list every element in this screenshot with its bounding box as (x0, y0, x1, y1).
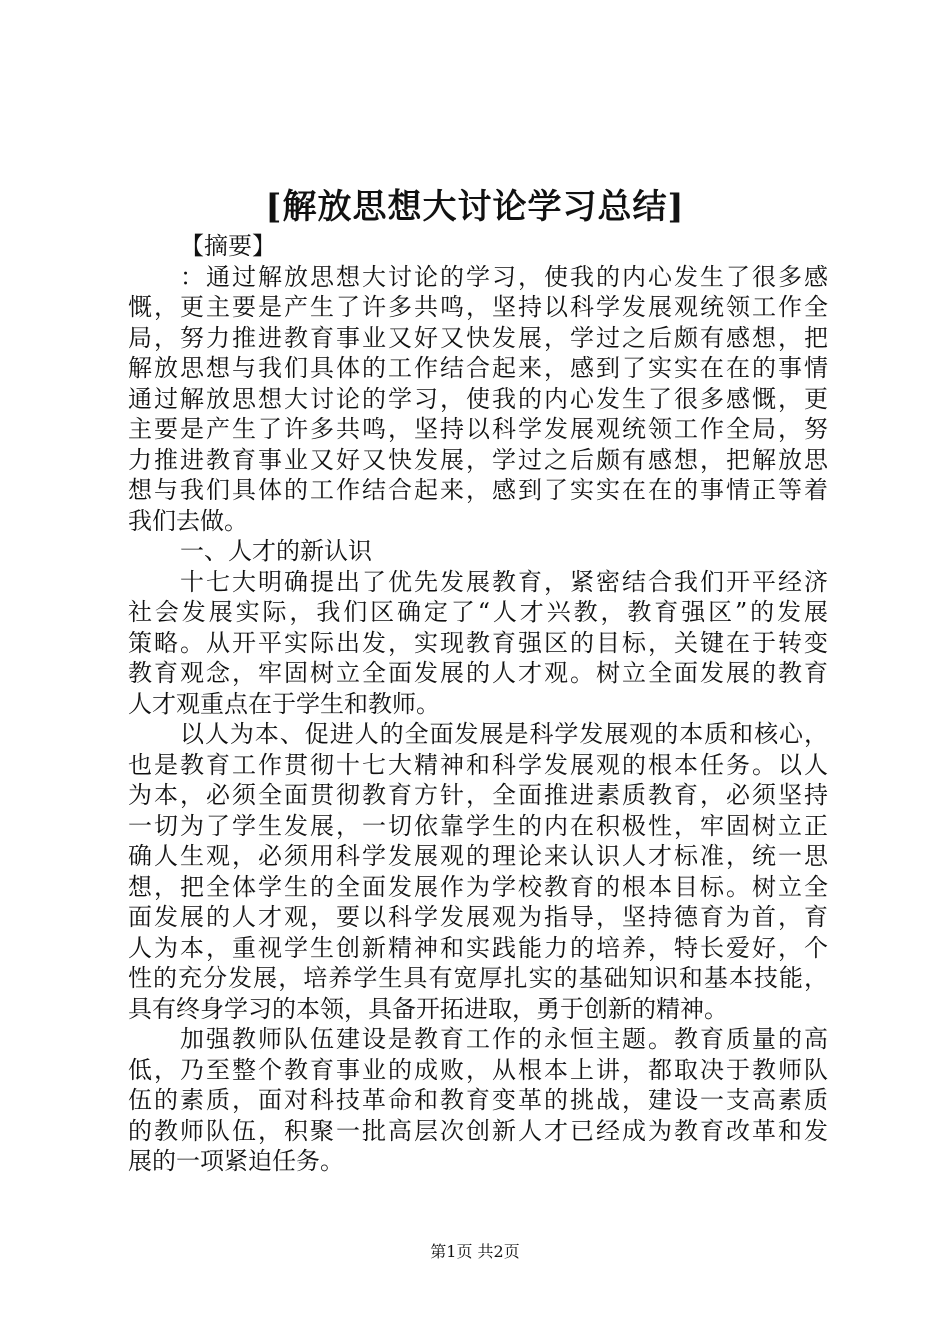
paragraph-talent-strategy (128, 567, 828, 720)
paragraph-line: 策略。从开平实际出发，实现教育强区的目标，关键在于转变 (128, 628, 828, 657)
paragraph-teacher-team (128, 1024, 828, 1177)
paragraph-line: 的教师队伍，积聚一批高层次创新人才已经成为教育改革和发 (128, 1116, 828, 1145)
paragraph-line: 一切为了学生发展，一切依靠学生的内在积极性，牢固树立正 (128, 811, 828, 840)
paragraph-line: 具有终身学习的本领，具备开拓进取，勇于创新的精神。 (128, 994, 728, 1023)
section-heading: 一、人才的新认识 (180, 537, 372, 565)
paragraph-line: 也是教育工作贯彻十七大精神和科学发展观的根本任务。以人 (128, 750, 828, 779)
paragraph-line: 展的一项紧迫任务。 (128, 1147, 344, 1175)
page-footer: 第1页 共2页 (430, 1242, 520, 1261)
summary-line: 主要是产生了许多共鸣，坚持以科学发展观统领工作全局，努 (128, 415, 828, 443)
summary-paragraph (128, 262, 828, 537)
summary-heading: 【摘要】 (180, 232, 276, 260)
paragraph-line: 十七大明确提出了优先发展教育，紧密结合我们开平经济 (180, 567, 828, 596)
summary-line: 我们去做。 (128, 506, 248, 535)
paragraph-line: 加强教师队伍建设是教育工作的永恒主题。教育质量的高 (180, 1025, 828, 1053)
paragraph-line: 为本，必须全面贯彻教育方针，全面推进素质教育，必须坚持 (128, 781, 828, 809)
paragraph-line: 社会发展实际，我们区确定了“人才兴教，教育强区”的发展 (128, 598, 828, 626)
summary-line: ：通过解放思想大讨论的学习，使我的内心发生了很多感 (180, 262, 828, 291)
paragraph-people-oriented (128, 719, 828, 1024)
paragraph-line: 低，乃至整个教育事业的成败，从根本上讲，都取决于教师队 (128, 1055, 828, 1084)
paragraph-line: 伍的素质，面对科技革命和教育变革的挑战，建设一支高素质 (128, 1086, 828, 1114)
paragraph-line: 想，把全体学生的全面发展作为学校教育的根本目标。树立全 (128, 872, 828, 901)
summary-line: 慨，更主要是产生了许多共鸣，坚持以科学发展观统领工作全 (128, 293, 828, 321)
paragraph-line: 教育观念，牢固树立全面发展的人才观。树立全面发展的教育 (128, 659, 828, 687)
document-body (128, 231, 828, 1177)
summary-line: 局，努力推进教育事业又好又快发展，学过之后颇有感想，把 (128, 323, 828, 352)
paragraph-line: 性的充分发展，培养学生具有宽厚扎实的基础知识和基本技能， (128, 964, 828, 992)
paragraph-line: 确人生观，必须用科学发展观的理论来认识人才标准，统一思 (128, 842, 828, 870)
document-title: [解放思想大讨论学习总结] (265, 187, 685, 227)
paragraph-line: 面发展的人才观，要以科学发展观为指导，坚持德育为首，育 (128, 903, 828, 931)
summary-line: 想与我们具体的工作结合起来，感到了实实在在的事情正等着 (128, 476, 828, 504)
summary-line: 通过解放思想大讨论的学习，使我的内心发生了很多感慨，更 (128, 384, 828, 413)
paragraph-line: 人才观重点在于学生和教师。 (128, 689, 440, 718)
summary-line: 解放思想与我们具体的工作结合起来，感到了实实在在的事情 (128, 354, 828, 382)
paragraph-line: 人为本，重视学生创新精神和实践能力的培养，特长爱好，个 (128, 933, 828, 962)
summary-line: 力推进教育事业又好又快发展，学过之后颇有感想，把解放思 (128, 445, 828, 474)
paragraph-line: 以人为本、促进人的全面发展是科学发展观的本质和核心， (180, 720, 828, 748)
